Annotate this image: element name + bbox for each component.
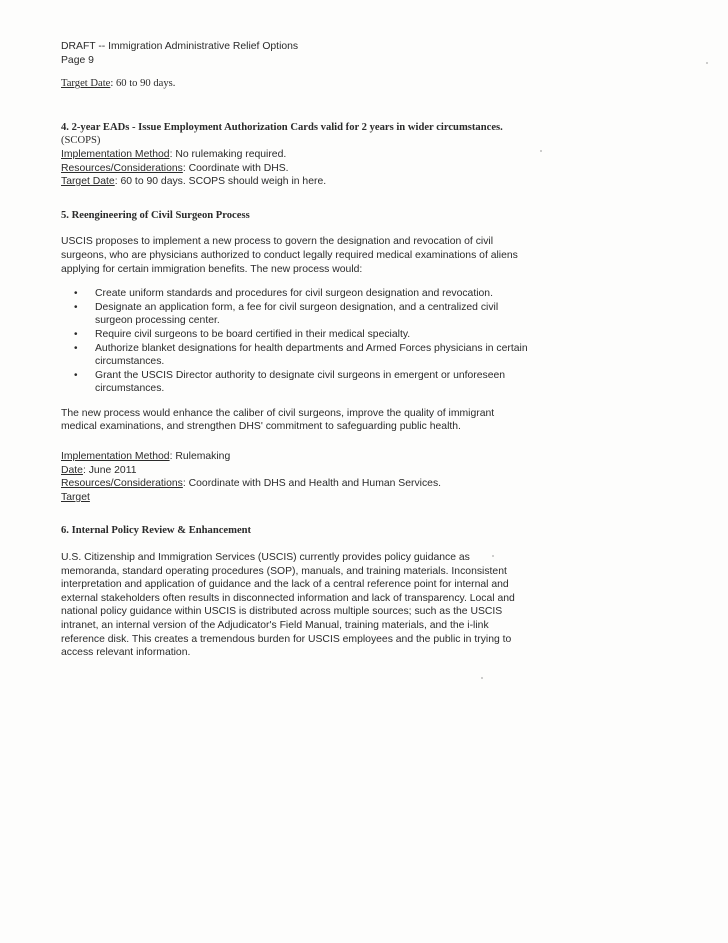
section-5-conclusion: The new process would enhance the caliber of civil surgeons, improve the quality of immigrant medical examinations, and strengthen DHS' commitment to safeguarding public health. [61,407,495,433]
section-4-implementation: Implementation Method: No rulemaking required. [61,148,287,160]
section-5-heading: 5. Reengineering of Civil Surgeon Process [61,209,250,221]
section-5-date: Date: June 2011 [61,464,137,476]
scan-speck [706,62,708,64]
section-6 [61,524,531,659]
list-item: • Authorize blanket designations for health departments and Armed Forces physicians in certain circumstances. [74,342,528,368]
page-number: Page 9 [61,54,94,66]
section-4 [61,121,531,189]
document-body [61,40,531,660]
bullet-icon: • [74,328,78,340]
section-4-target-date: Target Date: 60 to 90 days. SCOPS should weigh in here. [61,176,327,188]
page-header [61,40,531,67]
target-date-label: Target Date [61,78,111,90]
list-item: • Create uniform standards and procedures for civil surgeon designation and revocation. [74,288,493,300]
scan-speck [481,677,483,679]
section-5 [61,209,531,505]
section-5-implementation: Implementation Method: Rulemaking [61,451,231,463]
list-item: • Grant the USCIS Director authority to designate civil surgeons in emergent or unforeseen circumstances. [74,369,506,395]
section-6-heading: 6. Internal Policy Review & Enhancement [61,525,252,537]
bullet-icon: • [74,301,78,313]
section-5-target: Target [61,491,90,503]
section-4-heading: 4. 2-year EADs - Issue Employment Authorization Cards valid for 2 years in wider circumstances. (SCOPS) [61,121,503,147]
list-item: • Require civil surgeons to be board certified in their medical specialty. [74,328,411,340]
bullet-icon: • [74,288,78,300]
section-5-bullet-list [61,287,531,396]
section-4-resources: Resources/Considerations: Coordinate with DHS. [61,162,289,174]
section-5-intro: USCIS proposes to implement a new process to govern the designation and revocation of civil surgeons, who are physicians authorized to conduct legally required medical examinations of aliens applying for certain immigration benefits. The new process would: [61,236,518,275]
list-item: • Designate an application form, a fee for civil surgeon designation, and a centralized civil surgeon processing center. [74,301,499,327]
section-6-body: U.S. Citizenship and Immigration Services (USCIS) currently provides policy guidance as memoranda, standard operating procedures (SOP), manuals, and training materials. Inconsistent interpretation and application of guidance and the lack of a central reference point for internal and external stakeholders often results in disconnected information and lack of transparency. Local and national policy guidance within USCIS is distributed across multiple sources; such as the USCIS intranet, an internal version of the Adjudicator's Field Manual, training materials, and the i-link reference disk. This creates a tremendous burden for USCIS employees and the public in trying to access relevant information. [61,552,515,659]
target-date-value: : 60 to 90 days. [110,78,176,90]
top-target-date [61,77,531,91]
bullet-icon: • [74,369,78,381]
bullet-icon: • [74,342,78,354]
scan-speck [540,150,542,152]
section-5-resources: Resources/Considerations: Coordinate with DHS and Health and Human Services. [61,478,442,490]
document-title: DRAFT -- Immigration Administrative Relief Options [61,41,299,52]
